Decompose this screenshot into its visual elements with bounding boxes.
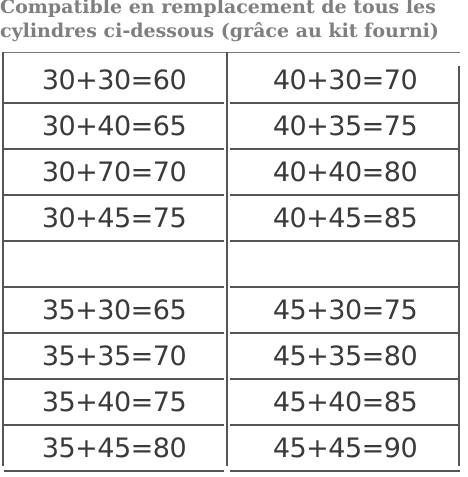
table-cell: 30+70=70: [4, 150, 224, 196]
table-cell-empty: [230, 242, 460, 288]
table-cell: 40+35=75: [230, 104, 460, 150]
cylinder-size-table: [0, 52, 468, 472]
table-cell: 45+45=90: [230, 426, 460, 472]
table-cell: 40+40=80: [230, 150, 460, 196]
heading-line-1: Compatible en remplacement de tous les: [0, 0, 436, 18]
table-cell: 45+40=85: [230, 380, 460, 426]
table-cell-empty: [4, 242, 224, 288]
table-middle-border: [226, 52, 228, 466]
table-cell: 35+40=75: [4, 380, 224, 426]
table-cell: 40+45=85: [230, 196, 460, 242]
table-cell: 35+45=80: [4, 426, 224, 472]
table-cell: 35+35=70: [4, 334, 224, 380]
table-cell: 30+40=65: [4, 104, 224, 150]
table-cell: 40+30=70: [230, 58, 460, 104]
heading-line-2: cylindres ci-dessous (grâce au kit fourni): [0, 20, 439, 42]
table-top-border: [4, 52, 460, 53]
table-cell: 30+30=60: [4, 58, 224, 104]
table-cell: 35+30=65: [4, 288, 224, 334]
table-cell: 45+35=80: [230, 334, 460, 380]
table-cell: 30+45=75: [4, 196, 224, 242]
table-cell: 45+30=75: [230, 288, 460, 334]
